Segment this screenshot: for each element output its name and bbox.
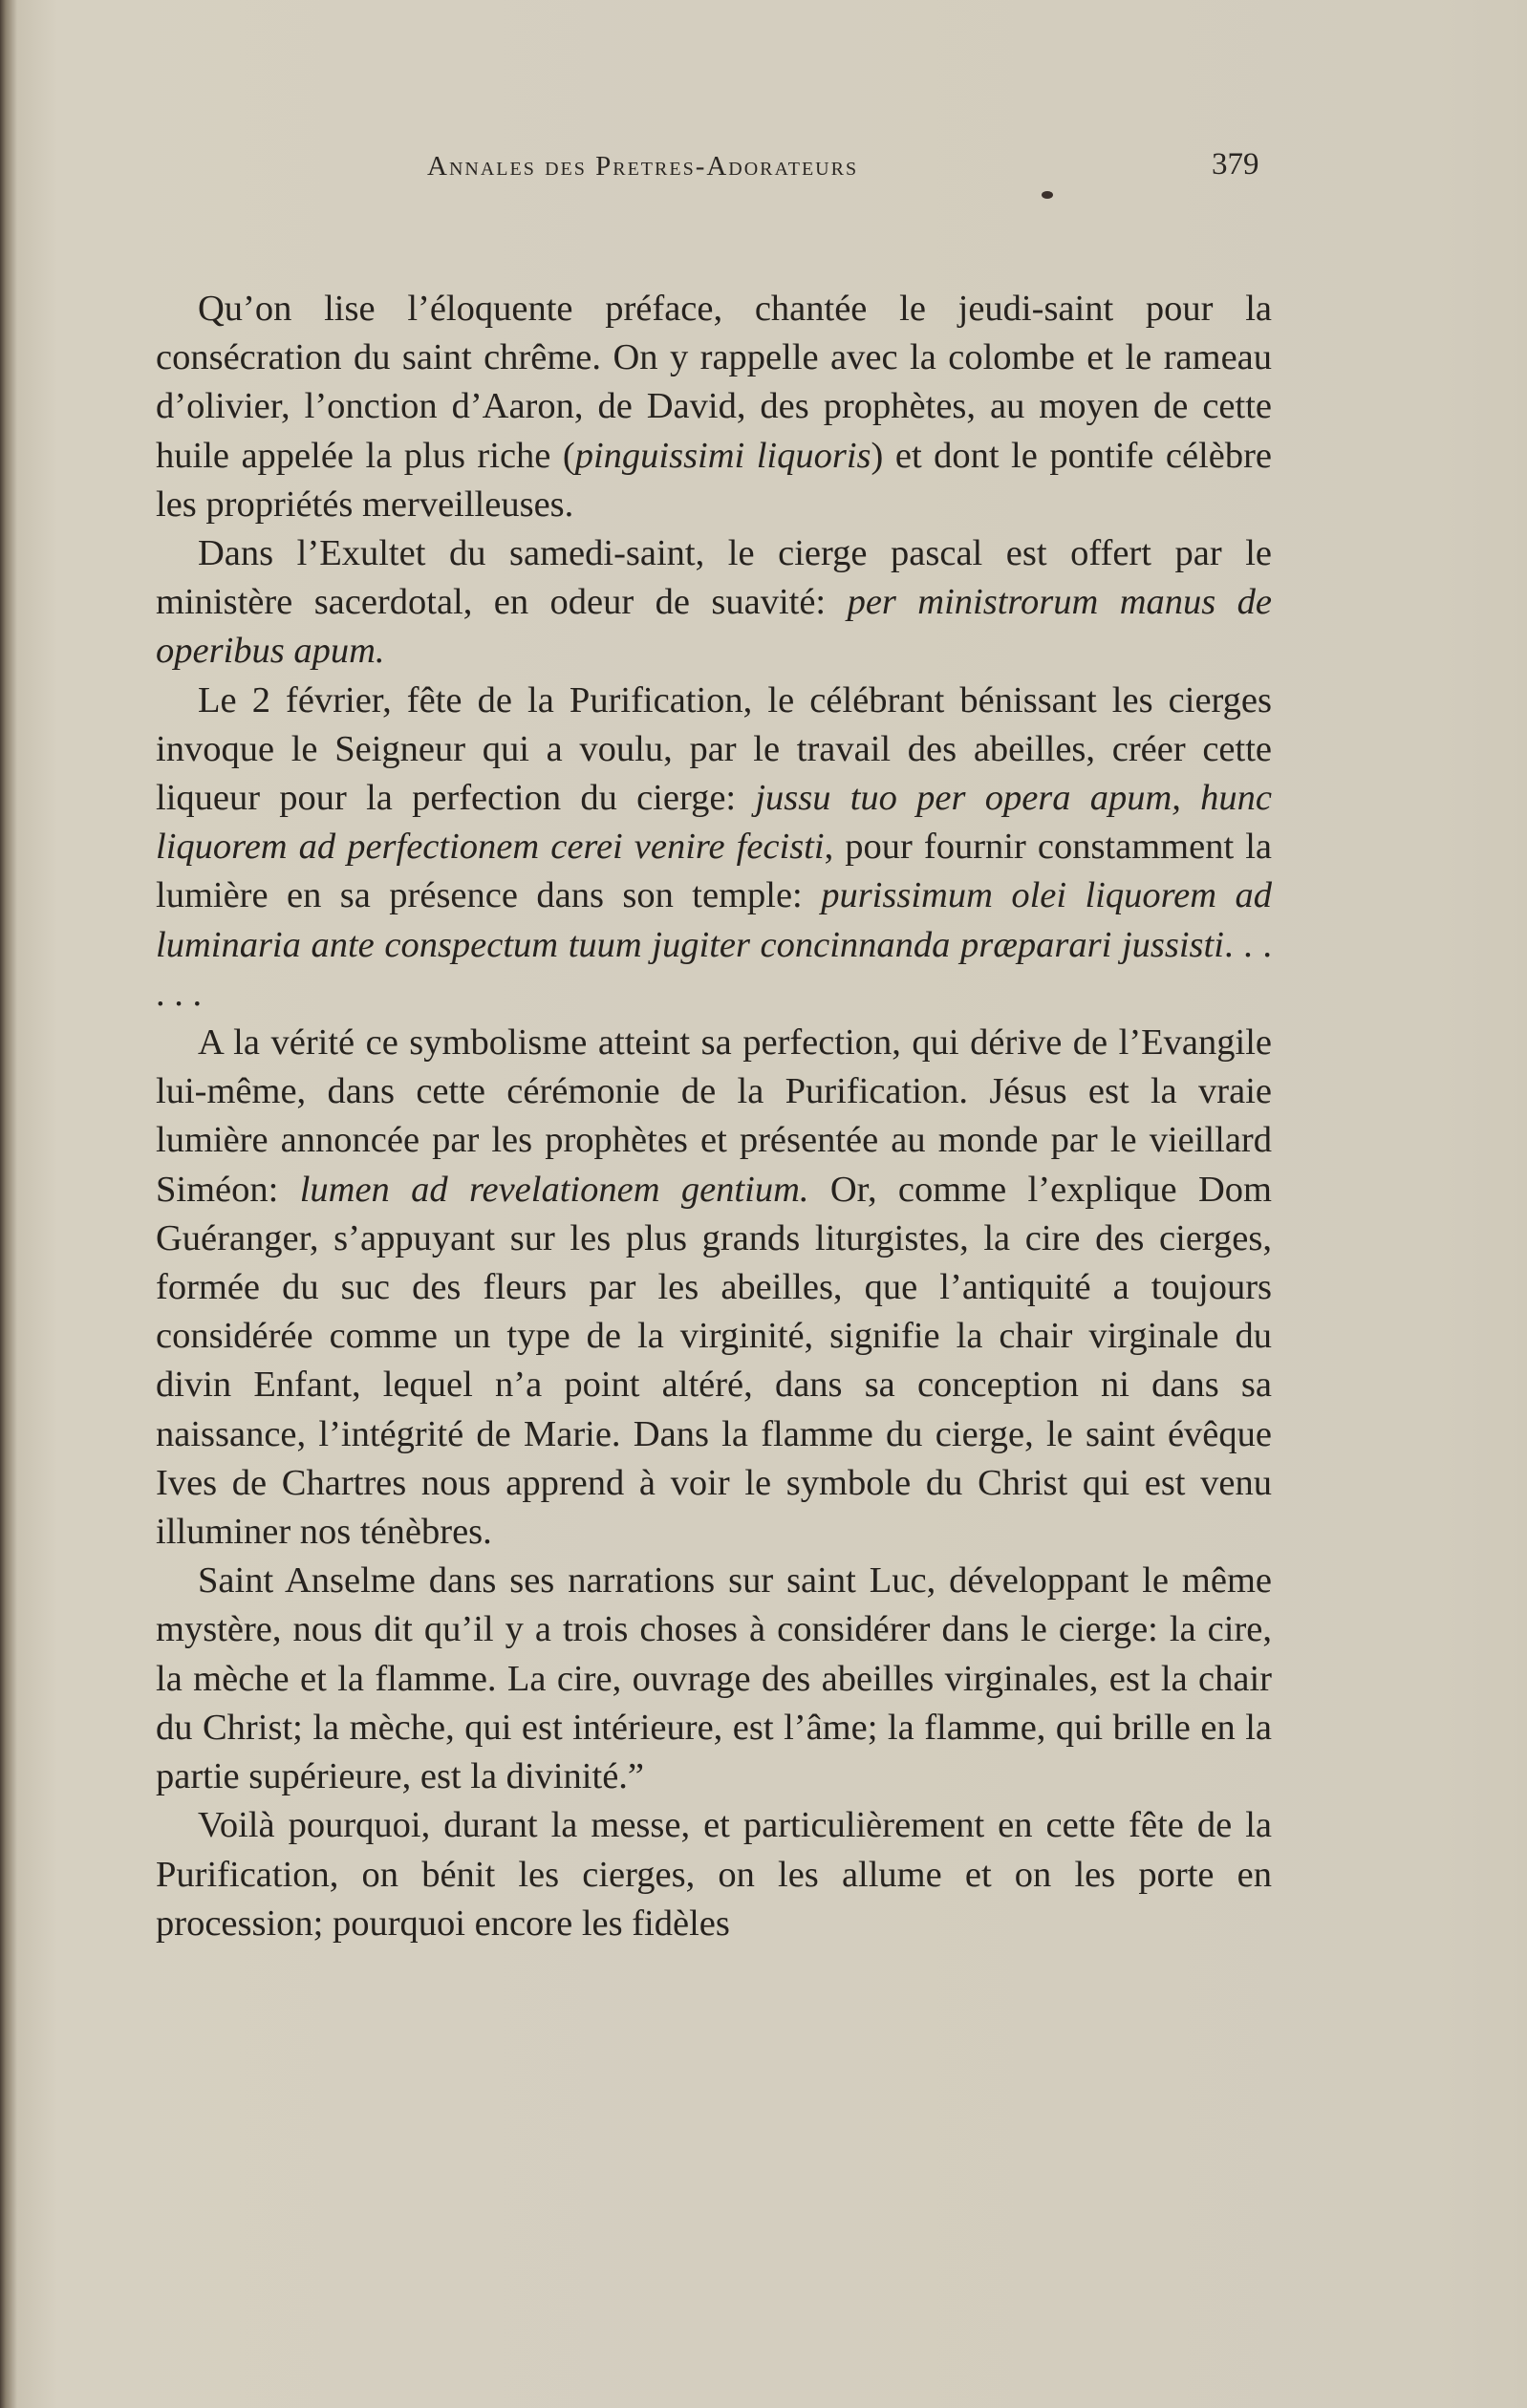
text-segment: Dans l’Exultet du samedi-saint, le cierge pascal est offert par le ministère sacerdotal, en odeur de suavité:: [156, 533, 1272, 623]
text-segment: Le 2 février, fête de la Purification, le célébrant bénissant les cierges invoque le Seigneur qui a voulu, par le travail des abeilles, créer cette liqueur pour la perfection du cierge:: [156, 679, 1272, 819]
paragraph: [156, 529, 1272, 677]
paragraph: [156, 285, 1272, 529]
latin-quote: jussu tuo per opera apum, hunc liquorem ad perfectionem cerei venire fecisti: [156, 778, 1272, 868]
text-segment: Or, comme l’explique Dom Guéranger, s’appuyant sur les plus grands liturgistes, la cire des cierges, formée du suc des fleurs par les abeilles, que l’antiquité a toujours considérée comme un type de la virginité, signifie la chair virginale du divin Enfant, lequel n’a point altéré, dans sa conception ni dans sa naissance, l’intégrité de Marie. Dans la flamme du cierge, le saint évêque Ives de Chartres nous apprend à voir le symbole du Christ qui est venu illuminer nos ténèbres.: [156, 1169, 1272, 1553]
ink-spot: [1042, 191, 1053, 199]
paragraph: [156, 1019, 1272, 1557]
text-segment: . . . . . .: [156, 924, 1273, 1014]
text-segment: Saint Anselme dans ses narrations sur saint Luc, développant le même mystère, nous dit qu’il y a trois choses à considérer dans le cierge: la cire, la mèche et la flamme. La cire, ouvrage des abeilles virginales, est la chair du Christ; la mèche, qui est intérieure, est l’âme; la flamme, qui brille en la partie supérieure, est la divinité.”: [156, 1560, 1272, 1797]
text-segment: Voilà pourquoi, durant la messe, et particulièrement en cette fête de la Purification, on bénit les cierges, on les allume et on les porte en procession; pourquoi encore les fidèles: [156, 1805, 1272, 1944]
latin-quote: purissimum olei liquorem ad luminaria ante conspectum tuum jugiter concinnanda præparari jussisti: [156, 875, 1272, 965]
text-segment: Qu’on lise l’éloquente préface, chantée le jeudi-saint pour la consécration du saint chrême. On y rappelle avec la colombe et le rameau d’olivier, l’onction d’Aaron, de David, des prophètes, au moyen de cette huile appelée la plus riche (: [156, 289, 1272, 476]
latin-quote: lumen ad revelationem gentium.: [299, 1169, 809, 1210]
paragraph: [156, 1557, 1272, 1801]
latin-quote: per ministrorum manus de operibus apum.: [156, 582, 1272, 672]
text-segment: , pour fournir constamment la lumière en sa présence dans son temple:: [156, 827, 1272, 916]
paragraph: [156, 677, 1272, 1019]
page-header: [0, 143, 1527, 191]
text-segment: ) et dont le pontife célèbre les propriétés merveilleuses.: [156, 435, 1272, 525]
running-title: Annales des Pretres-Adorateurs: [427, 151, 859, 182]
text-segment: A la vérité ce symbolisme atteint sa perfection, qui dérive de l’Evangile lui-même, dans cette cérémonie de la Purification. Jésus est la vraie lumière annoncée par les prophètes et présentée au monde par le vieillard Siméon:: [156, 1022, 1272, 1210]
paragraph: [156, 1801, 1272, 1948]
page-number: 379: [1212, 147, 1259, 182]
body-text: [156, 285, 1272, 1948]
latin-quote: pinguissimi liquoris: [574, 435, 871, 476]
